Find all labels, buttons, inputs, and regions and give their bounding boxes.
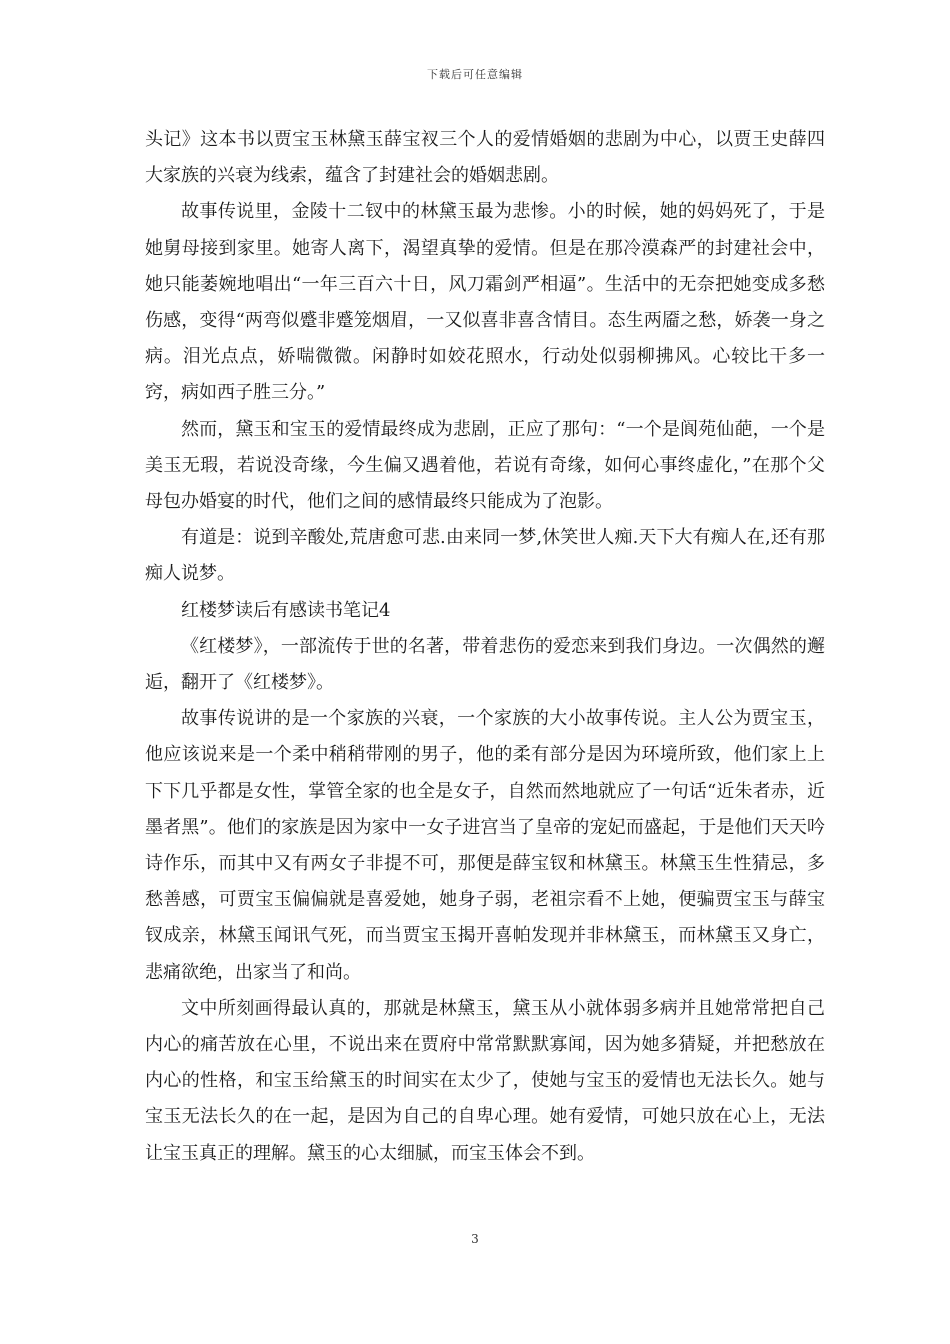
page-header: 下载后可任意编辑 bbox=[427, 68, 523, 81]
paragraph-2: 故事传说里，金陵十二钗中的林黛玉最为悲惨。小的时候，她的妈妈死了，于是她舅母接到家里。她寄人离下，渴望真挚的爱情。但是在那冷漠森严的封建社会中，她只能萎婉地唱出“一年三百六十日，风刀霜剑严相逼”。生活中的无奈把她变成多愁伤感，变得“两弯似蹙非蹙笼烟眉，一又似喜非喜含情目。态生两靥之愁，娇袭一身之病。泪光点点，娇喘微微。闲静时如姣花照水，行动处似弱柳拂风。心较比干多一窍，病如西子胜三分。” bbox=[145, 201, 825, 404]
page-number: 3 bbox=[471, 1232, 479, 1246]
paragraph-5: 《红楼梦》，一部流传于世的名著，带着悲伤的爱恋来到我们身边。一次偶然的邂逅，翻开了《红楼梦》。 bbox=[145, 635, 825, 694]
paragraph-6: 故事传说讲的是一个家族的兴衰，一个家族的大小故事传说。主人公为贾宝玉，他应该说来是一个柔中稍稍带刚的男子，他的柔有部分是因为环境所致，他们家上上下下几乎都是女性，掌管全家的也全是女子，自然而然地就应了一句话“近朱者赤，近墨者黑”。他们的家族是因为家中一女子进宫当了皇帝的宠妃而盛起，于是他们天天吟诗作乐，而其中又有两女子非提不可，那便是薛宝钗和林黛玉。林黛玉生性猜忌，多愁善感，可贾宝玉偏偏就是喜爱她，她身子弱，老祖宗看不上她，便骗贾宝玉与薛宝钗成亲，林黛玉闻讯气死，而当贾宝玉揭开喜帕发现并非林黛玉，而林黛玉又身亡，悲痛欲绝，出家当了和尚。 bbox=[145, 708, 825, 983]
document-body bbox=[145, 122, 825, 1172]
paragraph-1: 头记》这本书以贾宝玉林黛玉薛宝衩三个人的爱情婚姻的悲剧为中心，以贾王史薛四大家族的兴衰为线索，蕴含了封建社会的婚姻悲剧。 bbox=[145, 129, 825, 187]
paragraph-7: 文中所刻画得最认真的，那就是林黛玉，黛玉从小就体弱多病并且她常常把自己内心的痛苦放在心里，不说出来在贾府中常常默默寡闻，因为她多猜疑，并把愁放在内心的性格，和宝玉给黛玉的时间实在太少了，使她与宝玉的爱情也无法长久。她与宝玉无法长久的在一起，是因为自己的自卑心理。她有爱情，可她只放在心上，无法让宝玉真正的理解。黛玉的心太细腻，而宝玉体会不到。 bbox=[145, 997, 825, 1164]
section-title: 红楼梦读后有感读书笔记4 bbox=[181, 599, 391, 621]
paragraph-3: 然而，黛玉和宝玉的爱情最终成为悲剧，正应了那句：“一个是阆苑仙葩，一个是美玉无瑕，若说没奇缘，今生偏又遇着他，若说有奇缘，如何心事终虚化，”在那个父母包办婚宴的时代，他们之间的感情最终只能成为了泡影。 bbox=[145, 418, 825, 513]
paragraph-4: 有道是：说到辛酸处,荒唐愈可悲.由来同一梦,休笑世人痴.天下大有痴人在,还有那痴人说梦。 bbox=[145, 527, 825, 585]
